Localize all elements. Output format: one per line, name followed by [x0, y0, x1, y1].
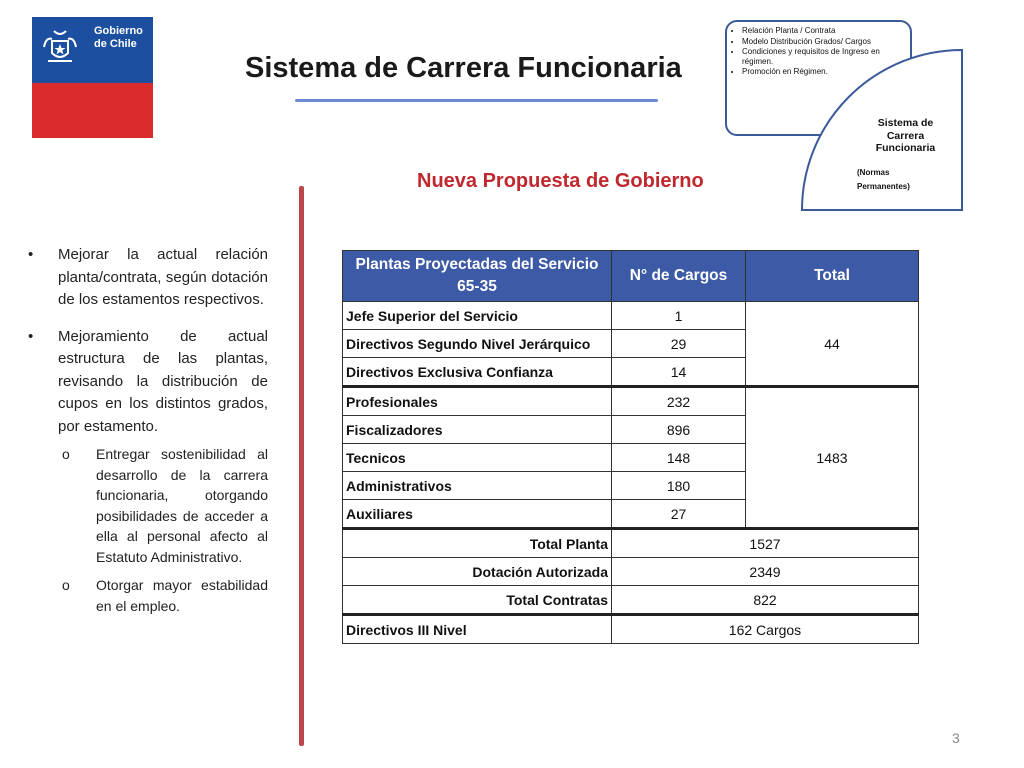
page-title: Sistema de Carrera Funcionaria — [245, 52, 682, 84]
row-name: Tecnicos — [343, 444, 612, 472]
row-name: Directivos Exclusiva Confianza — [343, 358, 612, 387]
diagram-sub-label: (Normas Permanentes) — [857, 168, 910, 191]
sub-bullet-item — [28, 444, 268, 567]
bullet-item — [28, 244, 268, 312]
bullet-list — [28, 244, 268, 624]
diagram-item: • Promoción en Régimen. — [742, 67, 912, 77]
row-name: Fiscalizadores — [343, 416, 612, 444]
logo-name — [94, 25, 143, 51]
summary-value: 2349 — [612, 558, 919, 586]
logo-line1: Gobierno — [94, 25, 143, 37]
row-count: 1 — [612, 302, 746, 330]
row-count: 14 — [612, 358, 746, 387]
header-cargos: N° de Cargos — [612, 251, 746, 302]
bullet-icon: • — [28, 246, 34, 263]
summary-label: Dotación Autorizada — [343, 558, 612, 586]
row-count: 27 — [612, 500, 746, 529]
circle-bullet-icon: o — [62, 577, 70, 593]
group-total: 1483 — [746, 387, 919, 529]
diagram-item: • Relación Planta / Contrata — [742, 26, 912, 36]
page-number: 3 — [952, 730, 960, 746]
header-total: Total — [746, 251, 919, 302]
bullet-text: Mejorar la actual relación planta/contrata, según dotación de los estamentos respectivos. — [58, 246, 268, 308]
row-name: Auxiliares — [343, 500, 612, 529]
summary-row — [343, 615, 919, 644]
vertical-divider — [299, 186, 304, 746]
logo-red-field — [32, 83, 153, 138]
logo-line2: de Chile — [94, 38, 137, 50]
row-count: 896 — [612, 416, 746, 444]
diagram-item: • Condiciones y requisitos de Ingreso en régimen. — [742, 47, 912, 66]
sub-bullet-text: Entregar sostenibilidad al desarrollo de la carrera funcionaria, otorgando posibilidades de acceder a ella al personal afecto al Estatuto Administrativo. — [96, 446, 268, 565]
table-row — [343, 302, 919, 330]
diagram-item: • Modelo Distribución Grados/ Cargos — [742, 37, 912, 47]
row-name: Administrativos — [343, 472, 612, 500]
summary-label: Total Planta — [343, 529, 612, 558]
title-underline — [295, 99, 658, 102]
summary-label: Directivos III Nivel — [343, 615, 612, 644]
row-name: Directivos Segundo Nivel Jerárquico — [343, 330, 612, 358]
summary-label: Total Contratas — [343, 586, 612, 615]
row-name: Profesionales — [343, 387, 612, 416]
gobierno-de-chile-logo — [32, 17, 153, 138]
group-total: 44 — [746, 302, 919, 387]
row-count: 180 — [612, 472, 746, 500]
section-subtitle: Nueva Propuesta de Gobierno — [417, 170, 704, 192]
sub-bullet-item — [28, 575, 268, 616]
row-count: 29 — [612, 330, 746, 358]
plantas-table — [342, 250, 919, 644]
row-count: 232 — [612, 387, 746, 416]
sub-bullet-text: Otorgar mayor estabilidad en el empleo. — [96, 577, 268, 614]
table-header-row — [343, 251, 919, 302]
diagram-main-label: Sistema de Carrera Funcionaria — [875, 117, 936, 154]
circle-bullet-icon: o — [62, 446, 70, 462]
summary-value: 822 — [612, 586, 919, 615]
row-name: Jefe Superior del Servicio — [343, 302, 612, 330]
bullet-icon: • — [28, 327, 34, 345]
summary-row — [343, 558, 919, 586]
bullet-text: Mejoramiento de actual estructura de las plantas, revisando la distribución de cupos en los distintos grados, por estamento. — [58, 327, 268, 435]
bullet-item — [28, 326, 268, 439]
summary-value: 1527 — [612, 529, 919, 558]
summary-row — [343, 586, 919, 615]
row-count: 148 — [612, 444, 746, 472]
table-row — [343, 387, 919, 416]
header-plantas: Plantas Proyectadas del Servicio 65-35 — [343, 251, 612, 302]
coat-of-arms-icon — [40, 27, 80, 69]
summary-value: 162 Cargos — [612, 615, 919, 644]
summary-row — [343, 529, 919, 558]
